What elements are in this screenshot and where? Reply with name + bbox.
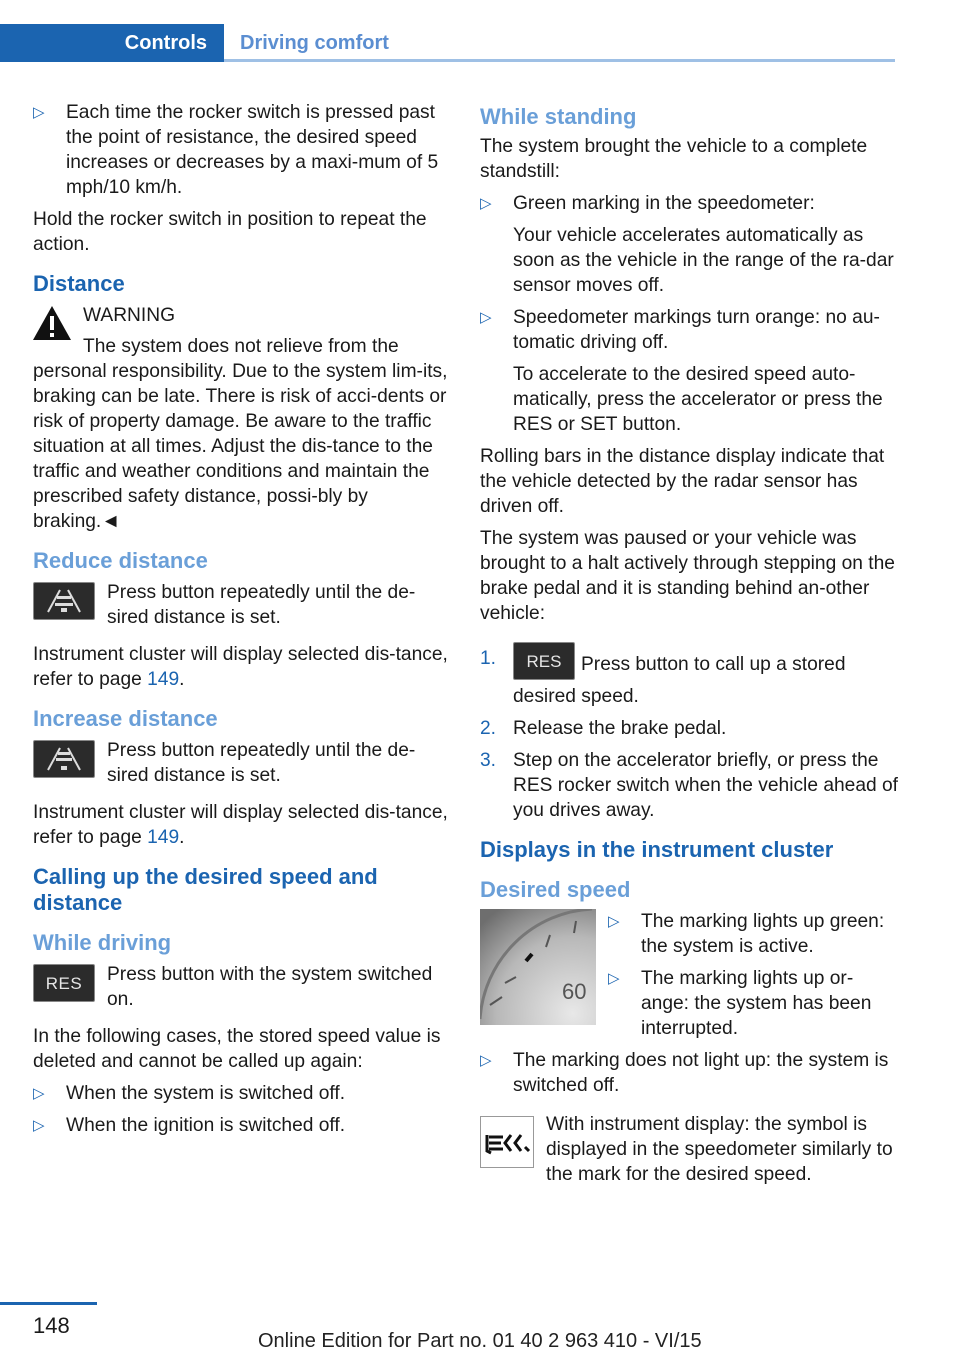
list-item: ▷ The marking lights up green: the system is active. bbox=[608, 911, 885, 957]
header-rule bbox=[224, 59, 895, 62]
bullet-marker: ▷ bbox=[480, 1052, 492, 1069]
list-item: 2. Release the brake pedal. bbox=[480, 718, 727, 739]
cruise-symbol-box bbox=[480, 1116, 534, 1168]
rolling-bars-text: Rolling bars in the distance display indicate that the vehicle detected by the radar sensor has driven off. bbox=[480, 446, 885, 517]
bullet-marker: ▷ bbox=[480, 195, 492, 212]
page-number: 148 bbox=[33, 1313, 70, 1338]
marking-list bbox=[608, 909, 900, 1041]
while-standing-heading: While standing bbox=[480, 104, 637, 129]
res-button[interactable]: RES bbox=[33, 964, 95, 1002]
list-item: ▷ When the system is switched off. bbox=[33, 1083, 346, 1104]
desired-speed-block bbox=[480, 909, 900, 1041]
speedometer-image bbox=[480, 909, 596, 1025]
list-item: ▷ When the ignition is switched off. bbox=[33, 1115, 346, 1136]
right-column bbox=[480, 100, 900, 1187]
green-sub-text: Your vehicle accelerates automatically as soon as the vehicle in the range of the ra-dar sensor moves off. bbox=[513, 225, 894, 296]
bullet-marker: ▷ bbox=[480, 309, 492, 326]
left-column bbox=[33, 100, 448, 1145]
step-number: 3. bbox=[480, 750, 497, 771]
increase-distance-text: Press button repeatedly until the de-sired distance is set. bbox=[107, 740, 416, 786]
paused-text: The system was paused or your vehicle was brought to a halt actively through stepping on the brake pedal and it is standing behind an-other vehicle: bbox=[480, 528, 895, 624]
reduce-distance-heading: Reduce distance bbox=[33, 548, 208, 573]
warning-block bbox=[33, 303, 448, 359]
desired-speed-heading: Desired speed bbox=[480, 877, 631, 902]
list-item: ▷ The marking lights up or-ange: the system has been interrupted. bbox=[608, 968, 872, 1039]
standing-intro: The system brought the vehicle to a complete standstill: bbox=[480, 136, 868, 182]
section-tab-controls[interactable]: Controls bbox=[0, 24, 224, 62]
page-header bbox=[0, 24, 895, 62]
distance-reduce-icon bbox=[44, 588, 84, 614]
list-item: 1. RES Press button to call up a stored desired speed. bbox=[480, 646, 900, 709]
bullet-marker: ▷ bbox=[33, 1085, 45, 1102]
list-item: 3. Step on the accelerator briefly, or press the RES rocker switch when the vehicle ahead of you drives away. bbox=[480, 750, 899, 821]
list-item: ▷ The marking does not light up: the system is switched off. bbox=[480, 1050, 889, 1096]
bullet-marker: ▷ bbox=[33, 104, 45, 121]
increase-distance-button[interactable] bbox=[33, 740, 95, 778]
instrument-display-text: With instrument display: the symbol is displayed in the speedometer similarly to the mark for the desired speed. bbox=[546, 1114, 893, 1185]
increase-distance-heading: Increase distance bbox=[33, 706, 218, 731]
hold-text: Hold the rocker switch in position to repeat the action. bbox=[33, 209, 427, 255]
step-number: 1. bbox=[480, 648, 497, 669]
reduce-distance-text: Press button repeatedly until the de-sired distance is set. bbox=[107, 582, 416, 628]
cases-text: In the following cases, the stored speed value is deleted and cannot be called up again: bbox=[33, 1026, 441, 1072]
page-link-149[interactable]: 149 bbox=[147, 669, 180, 690]
res-button[interactable]: RES bbox=[513, 642, 575, 680]
cluster-text-1: Instrument cluster will display selected dis-tance, refer to page 149. bbox=[33, 644, 448, 690]
distance-increase-icon bbox=[44, 746, 84, 772]
list-item: ▷ Speedometer markings turn orange: no au-tomatic driving off. To accelerate to the desired speed auto-matically, press the accelerator or press the RES or SET button. bbox=[480, 305, 900, 437]
section-tab-driving-comfort[interactable]: Driving comfort bbox=[240, 32, 389, 54]
bullet-rocker-text: Each time the rocker switch is pressed past the point of resistance, the desired speed increases or decreases by a maxi-mum of 5 mph/10 km/h. bbox=[66, 102, 439, 198]
step-number: 2. bbox=[480, 718, 497, 739]
page-link-149[interactable]: 149 bbox=[147, 827, 180, 848]
list-item bbox=[33, 100, 448, 200]
reduce-distance-button[interactable] bbox=[33, 582, 95, 620]
while-driving-text: Press button with the system switched on. bbox=[107, 964, 433, 1010]
warning-body: personal responsibility. Due to the system lim-its, braking can be late. There is risk of acci-dents or risk of property damage. Be aware to the traffic situation at all times. Adjust the dis-tance to the traffic and weather conditions and maintain the prescribed safety distance, possi-bly by braking.◄ bbox=[33, 361, 448, 532]
bullet-marker: ▷ bbox=[33, 1117, 45, 1134]
distance-heading: Distance bbox=[33, 271, 125, 296]
warning-label: WARNING bbox=[83, 305, 176, 326]
while-driving-row bbox=[33, 962, 448, 1012]
increase-distance-row bbox=[33, 738, 448, 788]
list-item: ▷ Green marking in the speedometer: Your vehicle accelerates automatically as soon as the vehicle in the range of the ra-dar sensor moves off. bbox=[480, 191, 900, 298]
bullet-marker: ▷ bbox=[608, 913, 620, 930]
calling-up-heading: Calling up the desired speed and distance bbox=[33, 864, 378, 915]
warning-triangle-icon bbox=[32, 305, 72, 341]
instrument-display-block bbox=[480, 1112, 900, 1187]
orange-sub-text: To accelerate to the desired speed auto-matically, press the accelerator or press the RES or SET button. bbox=[513, 364, 883, 435]
speedometer-number: 60 bbox=[562, 979, 587, 1004]
warning-line-1: The system does not relieve from the bbox=[83, 336, 399, 357]
cruise-control-icon bbox=[481, 1117, 533, 1167]
reduce-distance-row bbox=[33, 580, 448, 630]
cluster-text-2: Instrument cluster will display selected dis-tance, refer to page 149. bbox=[33, 802, 448, 848]
bullet-marker: ▷ bbox=[608, 970, 620, 987]
while-driving-heading: While driving bbox=[33, 930, 172, 955]
displays-heading: Displays in the instrument cluster bbox=[480, 837, 834, 862]
edition-footer: Online Edition for Part no. 01 40 2 963 410 - VI/15 bbox=[258, 1330, 702, 1352]
footer-rule bbox=[0, 1302, 97, 1305]
